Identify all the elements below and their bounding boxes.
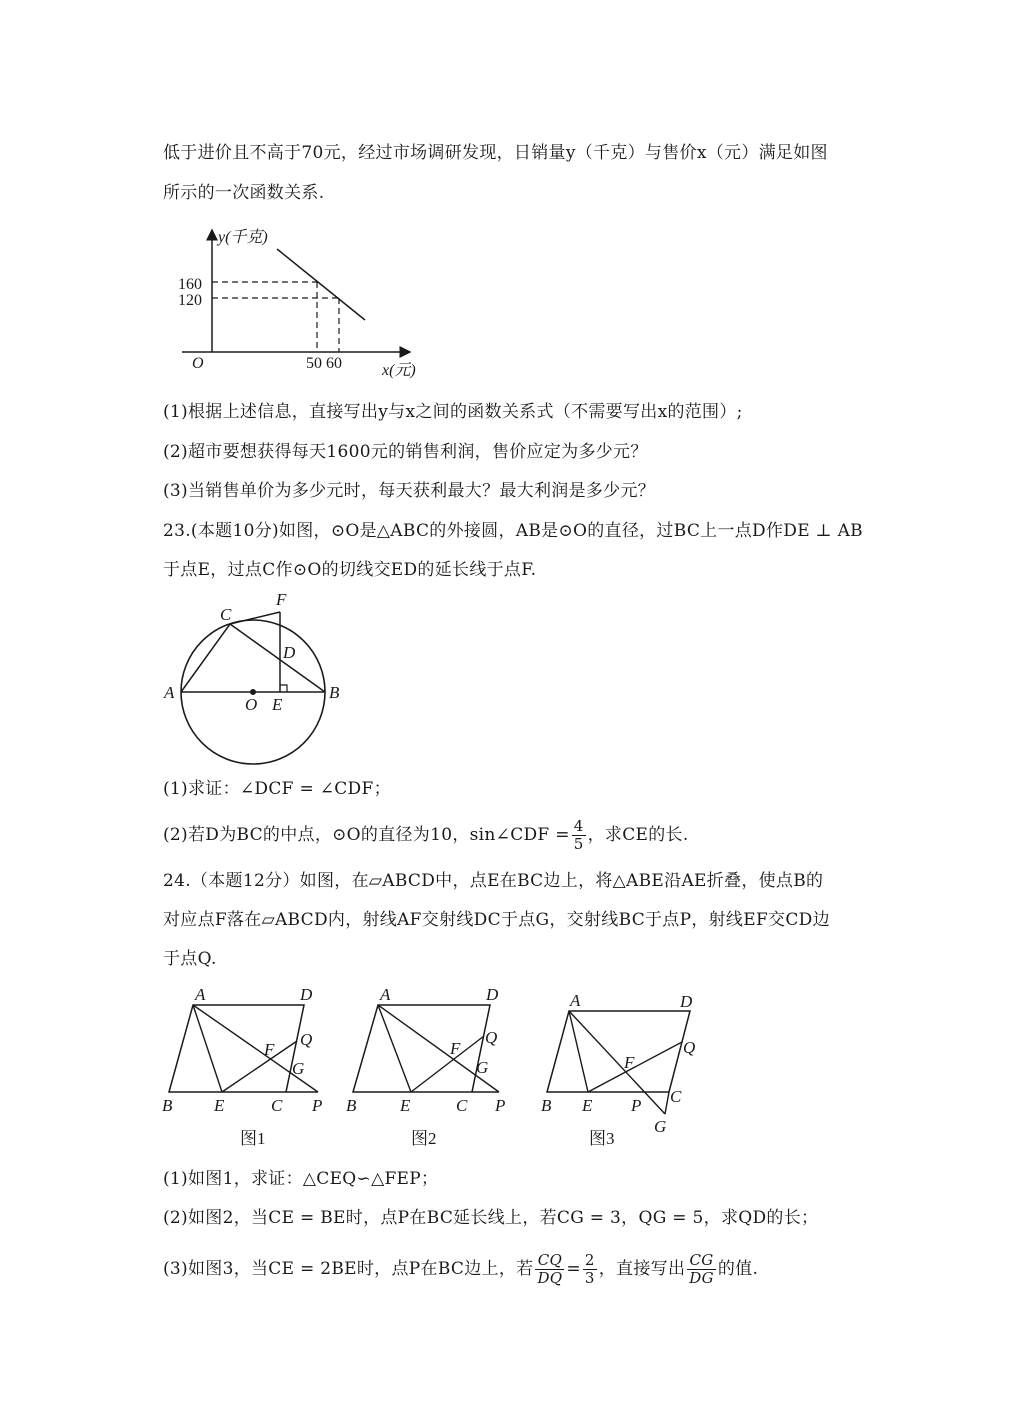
frac-num: 4: [573, 817, 584, 835]
label-f: F: [276, 590, 287, 609]
q23-line-1: 23.(本题10分)如图，⊙O是△ABC的外接圆，AB是⊙O的直径，过BC上一点D作DE ⊥ AB: [163, 521, 863, 541]
fig1-label-q: Q: [300, 1030, 313, 1049]
q24-part-3-before: (3)如图3，当CE = 2BE时，点P在BC边上，若: [163, 1259, 534, 1279]
fig2-label-g: G: [476, 1058, 489, 1077]
q22-part-3: (3)当销售单价为多少元时，每天获利最大？最大利润是多少元？: [163, 481, 656, 501]
fig1-caption: 图1: [240, 1129, 266, 1148]
fraction-cg-dg: [687, 1252, 716, 1287]
q24-part-3: [163, 1252, 758, 1287]
fig1-label-f: F: [264, 1040, 275, 1059]
fig1-label-c: C: [271, 1096, 283, 1115]
fig3-parallelogram: [547, 1011, 690, 1092]
fig3-caption: 图3: [589, 1129, 615, 1148]
frac-num: CG: [687, 1252, 716, 1270]
x-axis-label: x(元): [382, 362, 416, 379]
fig2-label-f: F: [450, 1039, 461, 1058]
fig1-label-g: G: [292, 1059, 305, 1078]
fig2-label-a: A: [380, 985, 391, 1004]
origin-label: O: [192, 355, 204, 372]
fig2-label-d: D: [486, 985, 499, 1004]
fig3-label-a: A: [570, 991, 581, 1010]
frac-num: CQ: [535, 1252, 564, 1270]
label-d: D: [283, 643, 296, 662]
fig2-label-e: E: [400, 1096, 411, 1115]
fig2-parallelogram: [353, 1005, 490, 1092]
fig1-ae: [193, 1005, 222, 1092]
frac-den: 5: [573, 835, 584, 853]
label-e: E: [272, 695, 283, 714]
fig3-label-p: P: [631, 1096, 642, 1115]
q24-part-3-mid: ，直接写出: [598, 1259, 686, 1279]
figure-3: [541, 991, 695, 1148]
q24-line-3: 于点Q.: [163, 949, 217, 969]
label-a: A: [164, 683, 175, 702]
fig1-parallelogram: [169, 1005, 304, 1092]
fig3-label-g: G: [654, 1117, 667, 1136]
frac-den: DQ: [537, 1269, 563, 1287]
q23-part-1: (1)求证：∠DCF = ∠CDF；: [163, 779, 391, 799]
q23-line-2: 于点E，过点C作⊙O的切线交ED的延长线于点F.: [163, 560, 537, 580]
q24-part-2: (2)如图2，当CE = BE时，点P在BC延长线上，若CG = 3，QG = 5，求QD的长；: [163, 1208, 819, 1228]
q22-part-1: (1)根据上述信息，直接写出y与x之间的函数关系式（不需要写出x的范围）;: [163, 402, 743, 422]
fig3-label-f: F: [624, 1053, 635, 1072]
frac-den: DG: [689, 1269, 714, 1287]
fig3-label-q: Q: [683, 1038, 696, 1057]
q24-part-1: (1)如图1，求证：△CEQ∽△FEP；: [163, 1169, 439, 1189]
fig1-label-b: B: [162, 1096, 173, 1115]
fig1-label-e: E: [214, 1096, 225, 1115]
q22-part-2: (2)超市要想获得每天1600元的销售利润，售价应定为多少元？: [163, 442, 648, 462]
fig3-cg: [665, 1092, 669, 1114]
fig1-eq: [222, 1041, 297, 1092]
figure-1: [162, 985, 322, 1148]
label-b: B: [329, 683, 340, 702]
label-c: C: [220, 605, 232, 624]
fig1-label-p: P: [312, 1096, 323, 1115]
fig3-label-e: E: [582, 1096, 593, 1115]
fig2-label-q: Q: [485, 1028, 498, 1047]
fig3-label-b: B: [541, 1096, 552, 1115]
fig2-ae: [378, 1005, 411, 1092]
fig3-eq: [588, 1042, 682, 1092]
q24-part-3-after: 的值.: [717, 1259, 759, 1279]
intro-line-1: 低于进价且不高于70元，经过市场调研发现，日销量y（千克）与售价x（元）满足如图: [163, 143, 828, 163]
q24-line-1: 24.（本题12分）如图，在▱ABCD中，点E在BC边上，将△ABE沿AE折叠，使点B的: [163, 871, 824, 891]
tick-50-60: 50 60: [306, 355, 342, 372]
fig3-label-c: C: [670, 1087, 682, 1106]
fig1-label-a: A: [195, 985, 206, 1004]
equals-sign: =: [566, 1259, 581, 1279]
fig1-label-d: D: [300, 985, 313, 1004]
figure-2: [346, 985, 505, 1148]
fig2-caption: 图2: [411, 1129, 437, 1148]
fig2-label-p: P: [495, 1096, 506, 1115]
fig3-label-d: D: [680, 992, 693, 1011]
q24-line-2: 对应点F落在▱ABCD内，射线AF交射线DC于点G，交射线BC于点P，射线EF交CD边: [163, 910, 830, 930]
label-o: O: [245, 695, 258, 714]
fraction-2-3: [583, 1252, 597, 1287]
y-axis-label: y(千克): [218, 229, 268, 246]
frac-den: 3: [584, 1269, 595, 1287]
fig2-label-c: C: [456, 1096, 468, 1115]
frac-num: 2: [584, 1251, 595, 1269]
fig3-ae: [569, 1011, 588, 1092]
tick-120: 120: [178, 292, 202, 309]
tick-160: 160: [178, 276, 202, 293]
fig2-label-b: B: [346, 1096, 357, 1115]
q23-part-2-after: ，求CE的长.: [587, 825, 689, 845]
intro-line-2: 所示的一次函数关系.: [163, 183, 325, 203]
fraction-cq-dq: [535, 1252, 564, 1287]
q23-part-2-before: (2)若D为BC的中点，⊙O的直径为10，sin∠CDF =: [163, 825, 570, 845]
